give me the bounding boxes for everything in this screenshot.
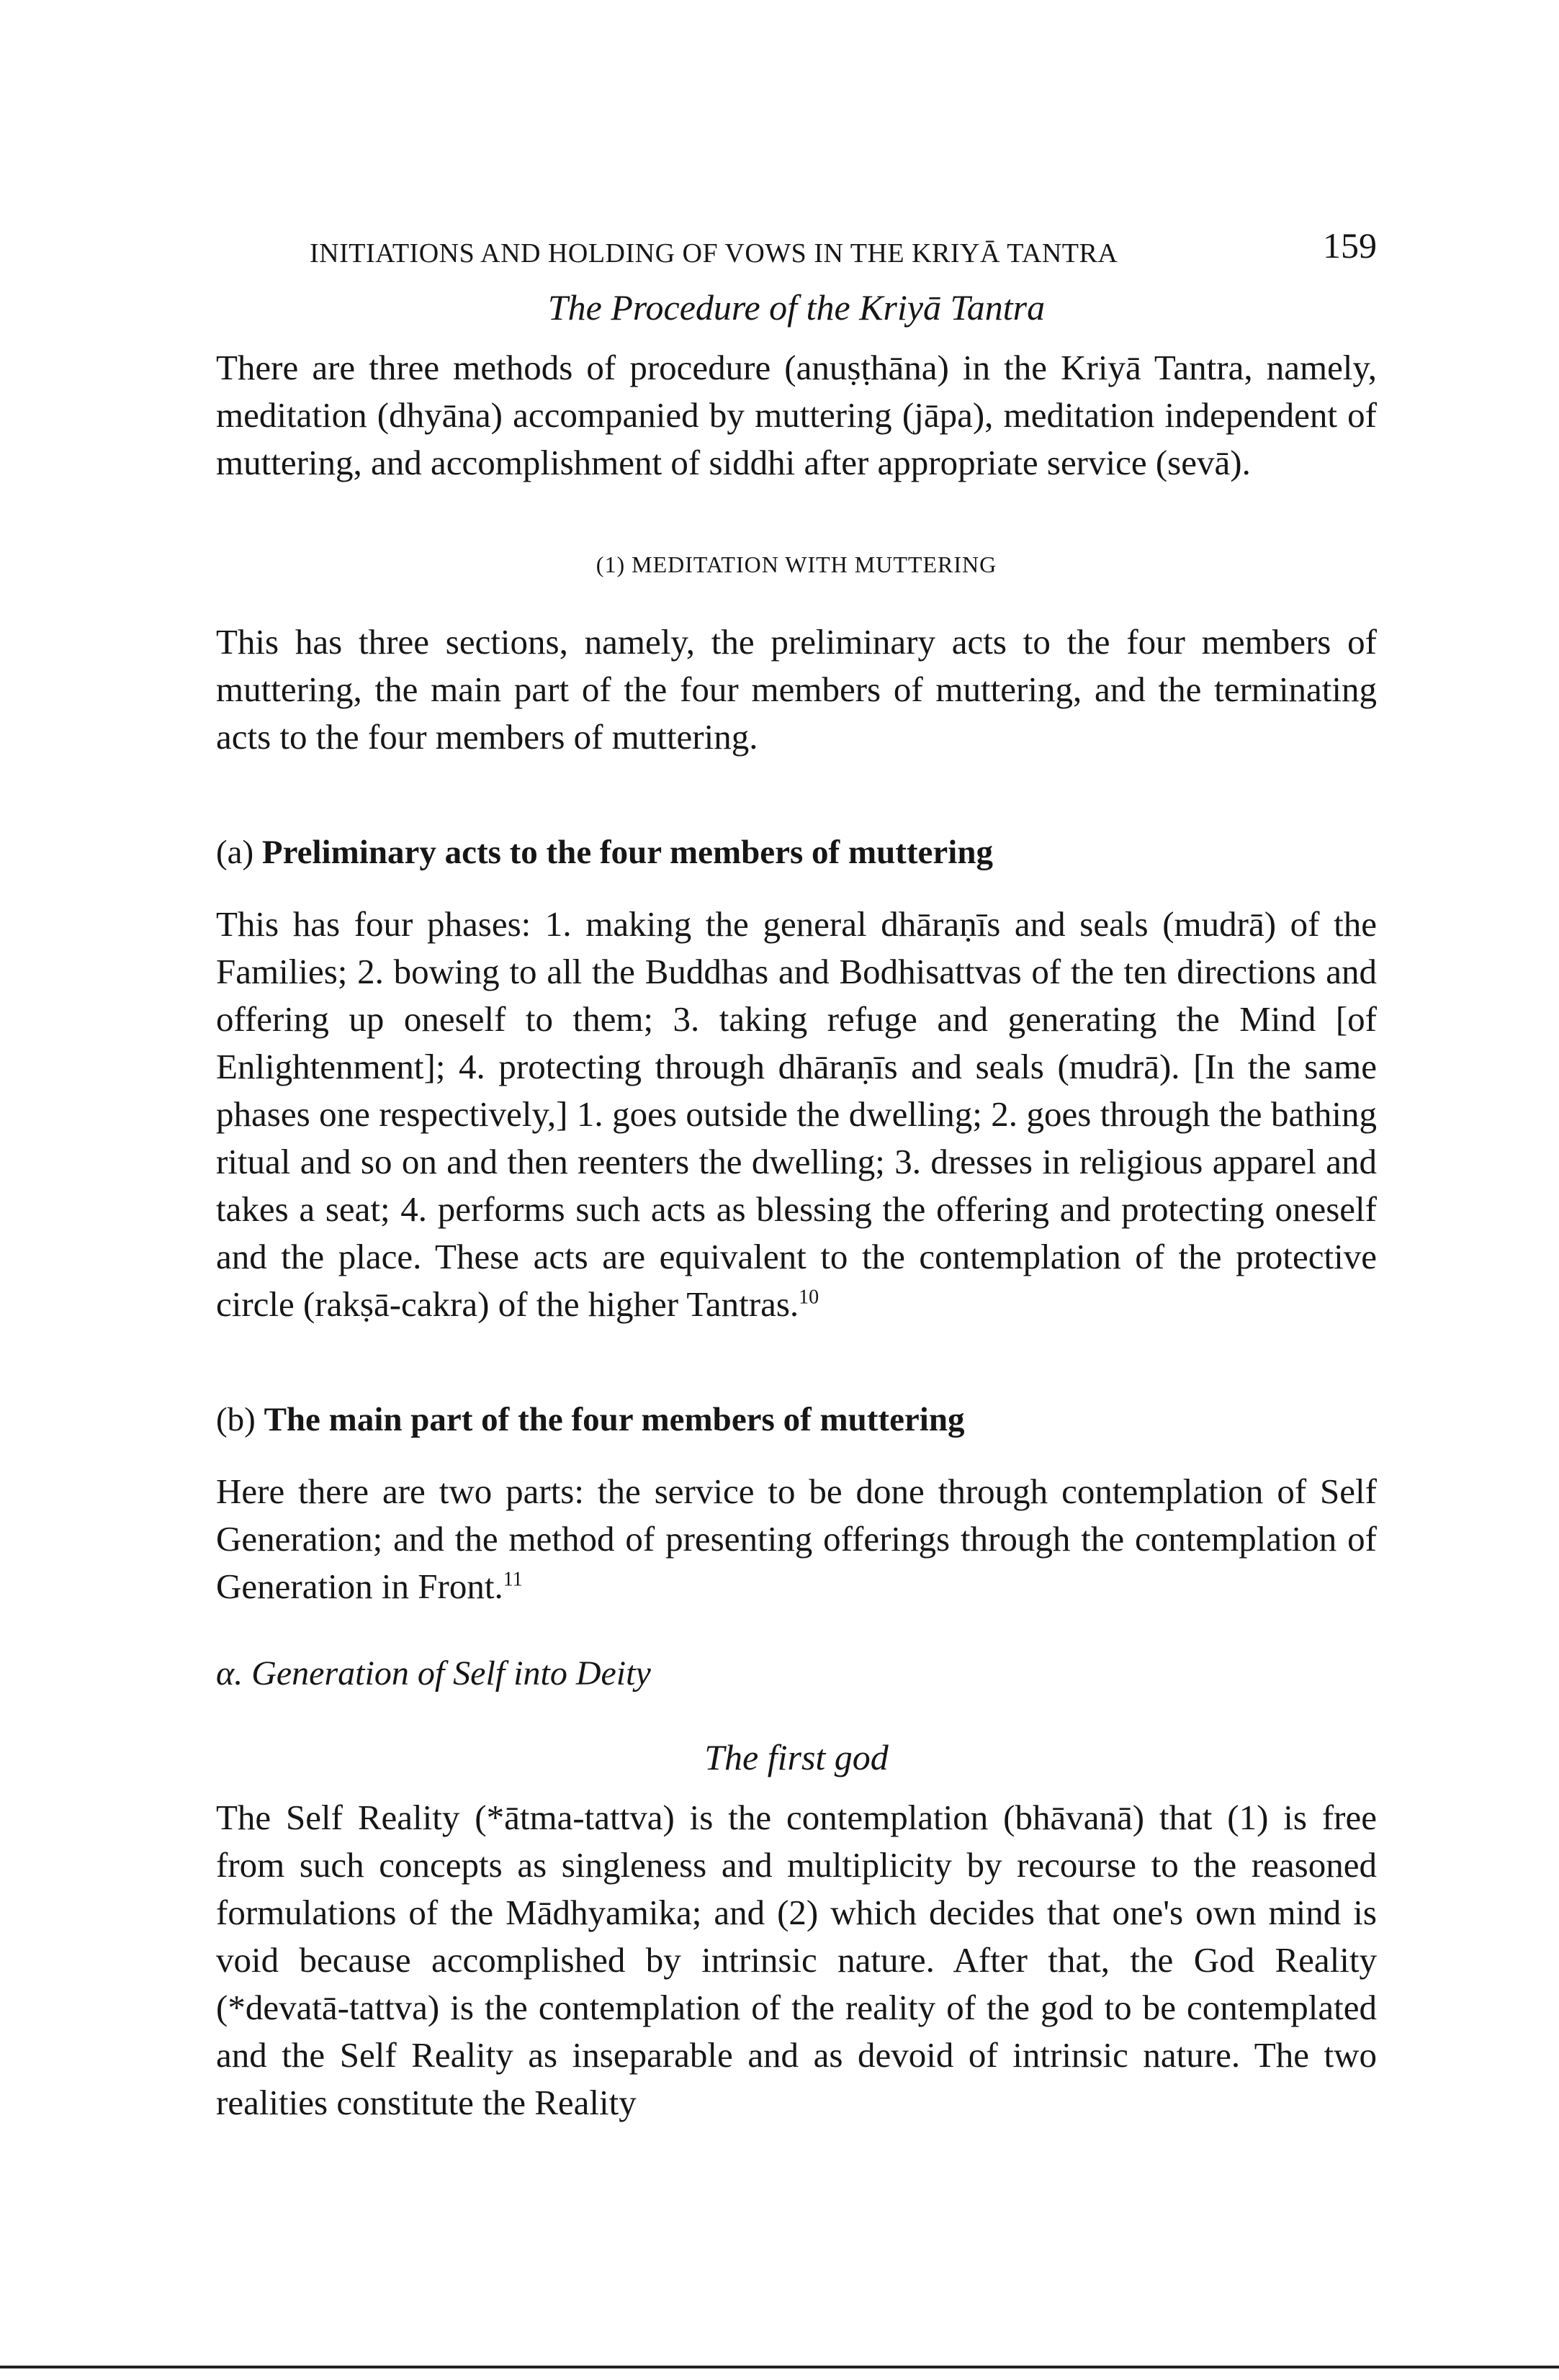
alpha-heading [216,1654,1377,1693]
part-a-body: This has four phases: 1. making the general dhāraṇīs and seals (mudrā) of the Families; 2. bowing to all the Buddhas and Bodhisattvas of the ten directions and offering up oneself to them; 3. taking refuge and generating the Mind [of Enlightenment]; 4. protecting through dhāraṇīs and seals (mudrā). [In the same phases one respectively,] 1. goes outside the dwelling; 2. goes through the bathing ritual and so on and then reenters the dwelling; 3. dresses in religious apparel and takes a seat; 4. performs such acts as blessing the offering and protecting oneself and the place. These acts are equivalent to the contemplation of the protective circle (rakṣā-cakra) of the higher Tantras. [216,904,1377,1324]
running-title: INITIATIONS AND HOLDING OF VOWS IN THE KRIYĀ TANTRA [310,238,1118,269]
part-b-label: (b) [216,1401,256,1438]
subsection-title: (1) MEDITATION WITH MUTTERING [596,551,997,577]
part-a-heading [216,833,1377,872]
first-god-title: The first god [704,1737,889,1777]
part-a-paragraph [216,901,1377,1328]
part-b-heading [216,1400,1377,1439]
part-b-paragraph [216,1468,1377,1610]
alpha-label: α. [216,1654,243,1692]
footnote-ref-10: 10 [799,1286,819,1309]
part-b-title: The main part of the four members of muttering [264,1401,965,1438]
book-page [216,216,1377,2127]
part-a-label: (a) [216,834,254,871]
section-intro-paragraph: There are three methods of procedure (anuṣṭhāna) in the Kriyā Tantra, namely, meditation (dhyāna) accompanied by muttering (jāpa), meditation independent of muttering, and accomplishment of siddhi after appropriate service (sevā). [216,348,1377,482]
first-god-paragraph: The Self Reality (*ātma-tattva) is the contemplation (bhāvanā) that (1) is free from such concepts as singleness and multiplicity by recourse to the reasoned formulations of the Mādhyamika; and (2) which decides that one's own mind is void because accomplished by intrinsic nature. After that, the God Reality (*devatā-tattva) is the contemplation of the reality of the god to be contemplated and the Self Reality as inseparable and as devoid of intrinsic nature. The two realities constitute the Reality [216,1798,1377,2122]
footnote-ref-11: 11 [503,1568,523,1591]
alpha-title: Generation of Self into Deity [251,1654,651,1692]
page-number: 159 [1323,225,1377,266]
subsection-intro-paragraph: This has three sections, namely, the preliminary acts to the four members of muttering, the main part of the four members of muttering, and the terminating acts to the four members of muttering. [216,622,1377,757]
scan-bottom-edge [0,2366,1559,2368]
running-head [216,225,1377,282]
part-b-body: Here there are two parts: the service to be done through contemplation of Self Generation; and the method of presenting offerings through the contemplation of Generation in Front. [216,1471,1377,1606]
part-a-title: Preliminary acts to the four members of muttering [261,834,993,871]
section-title: The Procedure of the Kriyā Tantra [547,287,1046,328]
